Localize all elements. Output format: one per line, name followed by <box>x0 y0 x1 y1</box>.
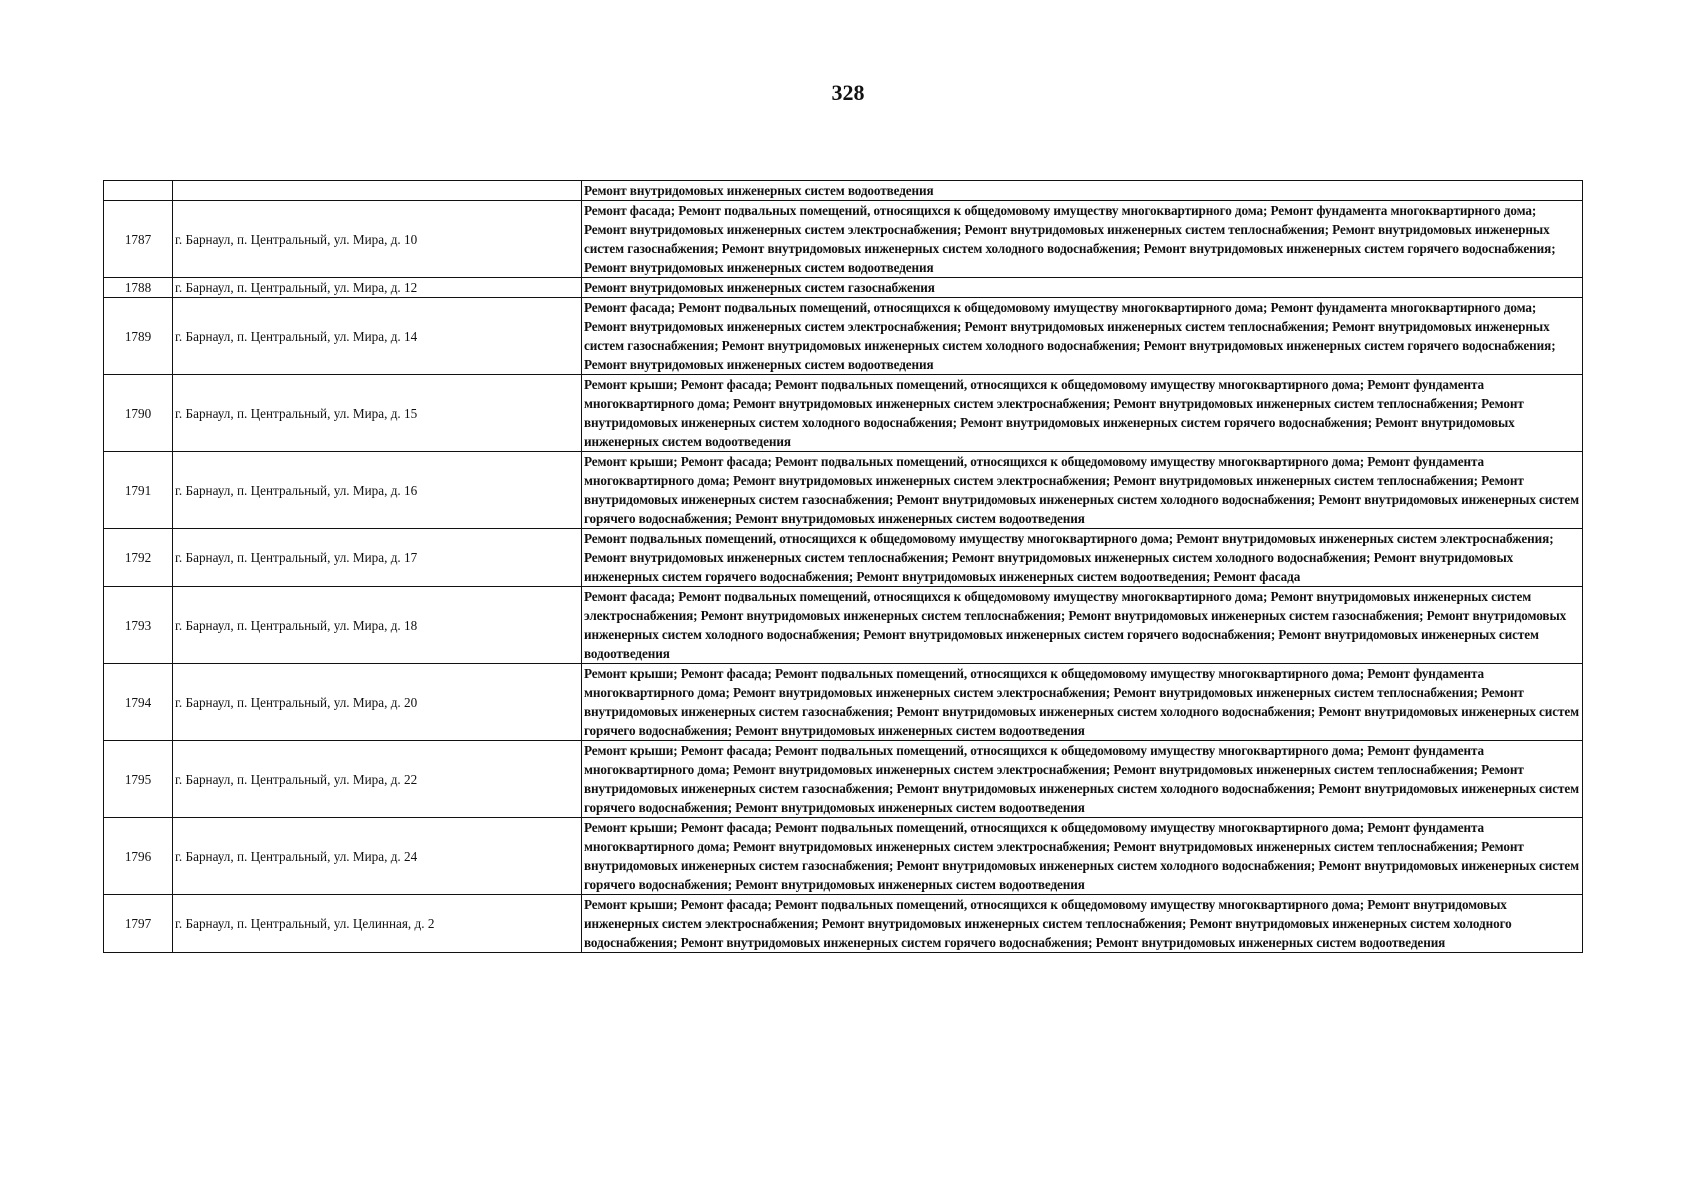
table-row <box>104 741 1583 818</box>
repair-works-cell: Ремонт крыши; Ремонт фасада; Ремонт подвальных помещений, относящихся к общедомовому имуществу многоквартирного дома; Ремонт внутридомовых инженерных систем электроснабжения; Ремонт внутридомовых инженерных систем теплоснабжения; Ремонт внутридомовых инженерных систем холодного водоснабжения; Ремонт внутридомовых инженерных систем горячего водоснабжения; Ремонт внутридомовых инженерных систем водоотведения <box>582 895 1583 953</box>
address-cell: г. Барнаул, п. Центральный, ул. Целинная, д. 2 <box>173 895 582 953</box>
table-row <box>104 529 1583 587</box>
table-row <box>104 278 1583 298</box>
repair-works-cell: Ремонт внутридомовых инженерных систем газоснабжения <box>582 278 1583 298</box>
table-row <box>104 201 1583 278</box>
address-cell: г. Барнаул, п. Центральный, ул. Мира, д. 15 <box>173 375 582 452</box>
repair-works-cell: Ремонт крыши; Ремонт фасада; Ремонт подвальных помещений, относящихся к общедомовому имуществу многоквартирного дома; Ремонт фундамента многоквартирного дома; Ремонт внутридомовых инженерных систем электроснабжения; Ремонт внутридомовых инженерных систем теплоснабжения; Ремонт внутридомовых инженерных систем газоснабжения; Ремонт внутридомовых инженерных систем холодного водоснабжения; Ремонт внутридомовых инженерных систем горячего водоснабжения; Ремонт внутридомовых инженерных систем водоотведения <box>582 664 1583 741</box>
address-cell: г. Барнаул, п. Центральный, ул. Мира, д. 10 <box>173 201 582 278</box>
row-number: 1788 <box>104 278 173 298</box>
row-number: 1792 <box>104 529 173 587</box>
registry-table <box>103 180 1583 953</box>
address-cell <box>173 181 582 201</box>
repair-works-cell: Ремонт фасада; Ремонт подвальных помещений, относящихся к общедомовому имуществу многоквартирного дома; Ремонт фундамента многоквартирного дома; Ремонт внутридомовых инженерных систем электроснабжения; Ремонт внутридомовых инженерных систем теплоснабжения; Ремонт внутридомовых инженерных систем газоснабжения; Ремонт внутридомовых инженерных систем холодного водоснабжения; Ремонт внутридомовых инженерных систем горячего водоснабжения; Ремонт внутридомовых инженерных систем водоотведения <box>582 298 1583 375</box>
row-number: 1787 <box>104 201 173 278</box>
address-cell: г. Барнаул, п. Центральный, ул. Мира, д. 20 <box>173 664 582 741</box>
row-number: 1790 <box>104 375 173 452</box>
row-number: 1791 <box>104 452 173 529</box>
table-row <box>104 375 1583 452</box>
table-row <box>104 664 1583 741</box>
repair-works-cell: Ремонт подвальных помещений, относящихся к общедомовому имуществу многоквартирного дома; Ремонт внутридомовых инженерных систем электроснабжения; Ремонт внутридомовых инженерных систем теплоснабжения; Ремонт внутридомовых инженерных систем холодного водоснабжения; Ремонт внутридомовых инженерных систем горячего водоснабжения; Ремонт внутридомовых инженерных систем водоотведения; Ремонт фасада <box>582 529 1583 587</box>
repair-works-cell: Ремонт крыши; Ремонт фасада; Ремонт подвальных помещений, относящихся к общедомовому имуществу многоквартирного дома; Ремонт фундамента многоквартирного дома; Ремонт внутридомовых инженерных систем электроснабжения; Ремонт внутридомовых инженерных систем теплоснабжения; Ремонт внутридомовых инженерных систем газоснабжения; Ремонт внутридомовых инженерных систем холодного водоснабжения; Ремонт внутридомовых инженерных систем горячего водоснабжения; Ремонт внутридомовых инженерных систем водоотведения <box>582 452 1583 529</box>
row-number: 1794 <box>104 664 173 741</box>
repair-works-cell: Ремонт крыши; Ремонт фасада; Ремонт подвальных помещений, относящихся к общедомовому имуществу многоквартирного дома; Ремонт фундамента многоквартирного дома; Ремонт внутридомовых инженерных систем электроснабжения; Ремонт внутридомовых инженерных систем теплоснабжения; Ремонт внутридомовых инженерных систем газоснабжения; Ремонт внутридомовых инженерных систем холодного водоснабжения; Ремонт внутридомовых инженерных систем горячего водоснабжения; Ремонт внутридомовых инженерных систем водоотведения <box>582 818 1583 895</box>
row-number: 1795 <box>104 741 173 818</box>
table-row <box>104 818 1583 895</box>
repair-works-cell: Ремонт внутридомовых инженерных систем водоотведения <box>582 181 1583 201</box>
address-cell: г. Барнаул, п. Центральный, ул. Мира, д. 22 <box>173 741 582 818</box>
table-row <box>104 895 1583 953</box>
address-cell: г. Барнаул, п. Центральный, ул. Мира, д. 18 <box>173 587 582 664</box>
address-cell: г. Барнаул, п. Центральный, ул. Мира, д. 12 <box>173 278 582 298</box>
repair-works-cell: Ремонт фасада; Ремонт подвальных помещений, относящихся к общедомовому имуществу многоквартирного дома; Ремонт внутридомовых инженерных систем электроснабжения; Ремонт внутридомовых инженерных систем теплоснабжения; Ремонт внутридомовых инженерных систем газоснабжения; Ремонт внутридомовых инженерных систем холодного водоснабжения; Ремонт внутридомовых инженерных систем горячего водоснабжения; Ремонт внутридомовых инженерных систем водоотведения <box>582 587 1583 664</box>
repair-works-cell: Ремонт крыши; Ремонт фасада; Ремонт подвальных помещений, относящихся к общедомовому имуществу многоквартирного дома; Ремонт фундамента многоквартирного дома; Ремонт внутридомовых инженерных систем электроснабжения; Ремонт внутридомовых инженерных систем теплоснабжения; Ремонт внутридомовых инженерных систем газоснабжения; Ремонт внутридомовых инженерных систем холодного водоснабжения; Ремонт внутридомовых инженерных систем горячего водоснабжения; Ремонт внутридомовых инженерных систем водоотведения <box>582 741 1583 818</box>
registry-table-body <box>104 181 1583 953</box>
row-number: 1793 <box>104 587 173 664</box>
table-row <box>104 452 1583 529</box>
repair-works-cell: Ремонт фасада; Ремонт подвальных помещений, относящихся к общедомовому имуществу многоквартирного дома; Ремонт фундамента многоквартирного дома; Ремонт внутридомовых инженерных систем электроснабжения; Ремонт внутридомовых инженерных систем теплоснабжения; Ремонт внутридомовых инженерных систем газоснабжения; Ремонт внутридомовых инженерных систем холодного водоснабжения; Ремонт внутридомовых инженерных систем горячего водоснабжения; Ремонт внутридомовых инженерных систем водоотведения <box>582 201 1583 278</box>
row-number: 1789 <box>104 298 173 375</box>
table-row <box>104 298 1583 375</box>
page-number: 328 <box>831 80 865 105</box>
repair-works-cell: Ремонт крыши; Ремонт фасада; Ремонт подвальных помещений, относящихся к общедомовому имуществу многоквартирного дома; Ремонт фундамента многоквартирного дома; Ремонт внутридомовых инженерных систем электроснабжения; Ремонт внутридомовых инженерных систем теплоснабжения; Ремонт внутридомовых инженерных систем холодного водоснабжения; Ремонт внутридомовых инженерных систем горячего водоснабжения; Ремонт внутридомовых инженерных систем водоотведения <box>582 375 1583 452</box>
address-cell: г. Барнаул, п. Центральный, ул. Мира, д. 16 <box>173 452 582 529</box>
table-row <box>104 181 1583 201</box>
address-cell: г. Барнаул, п. Центральный, ул. Мира, д. 17 <box>173 529 582 587</box>
row-number <box>104 181 173 201</box>
address-cell: г. Барнаул, п. Центральный, ул. Мира, д. 24 <box>173 818 582 895</box>
table-row <box>104 587 1583 664</box>
row-number: 1796 <box>104 818 173 895</box>
row-number: 1797 <box>104 895 173 953</box>
address-cell: г. Барнаул, п. Центральный, ул. Мира, д. 14 <box>173 298 582 375</box>
